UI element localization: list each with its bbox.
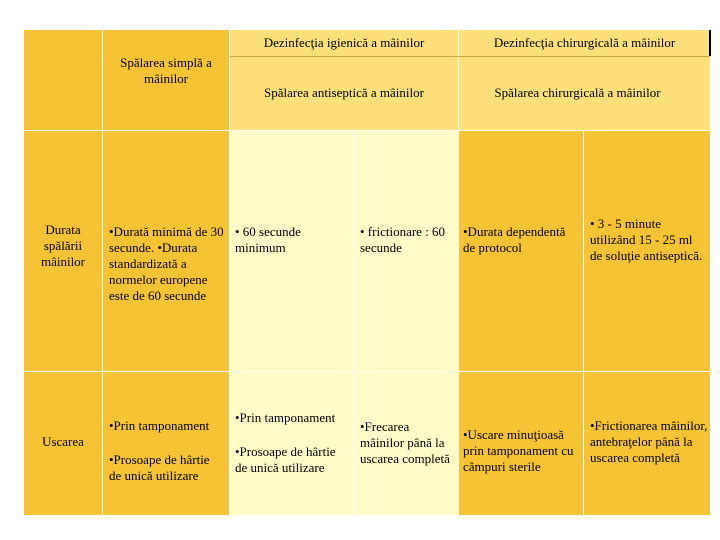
simple-duration-text: •Durată minimă de 30 secunde. •Durata standardizată a normelor europene este de 60 secunde xyxy=(109,224,224,303)
sub-antiseptic-title: Spălarea antiseptică a mâinilor xyxy=(264,85,424,100)
antiseptic-duration-text-2: • frictionare : 60 secunde xyxy=(360,224,446,255)
simple-drying-text-2: •Prosoape de hârtie de unică utilizare xyxy=(109,452,210,483)
surgical-duration-text-2: • 3 - 5 minute utilizând 15 - 25 ml de soluţie antiseptică. xyxy=(590,216,703,263)
antiseptic-drying-text-1b: •Prosoape de hârtie de unică utilizare xyxy=(235,444,336,475)
sub-simple-title: Spălarea simplă a mâinilor xyxy=(120,55,212,86)
surgical-drying-text-1: •Uscare minuţioasă prin tamponament cu câmpuri sterile xyxy=(463,427,574,474)
antiseptic-duration-text-1: • 60 secunde minimum xyxy=(235,224,301,255)
antiseptic-drying-text-2: •Frecarea mâinilor până la uscarea completă xyxy=(360,419,450,466)
corner-cell xyxy=(24,30,102,130)
header-divider-line xyxy=(230,56,710,57)
surgical-drying-text-2: •Frictionarea mâinilor, antebraţelor până la uscarea completă xyxy=(590,418,708,465)
surgical-duration-text-1: •Durata dependentă de protocol xyxy=(463,224,566,255)
row-label-drying: Uscarea xyxy=(42,434,84,449)
group-surgical-title: Dezinfecţia chirurgicală a mâinilor xyxy=(493,35,676,50)
row-label-duration: Durata spălării mâinilor xyxy=(40,222,86,269)
simple-drying-text-1: •Prin tamponament xyxy=(109,418,210,433)
simple-drying-cell xyxy=(103,372,229,515)
sub-surgical-title: Spălarea chirurgicală a mâinilor xyxy=(494,85,661,100)
group-hygienic-title: Dezinfecţia igienică a mâinilor xyxy=(263,35,425,50)
antiseptic-drying-text-1a: •Prin tamponament xyxy=(235,410,336,425)
